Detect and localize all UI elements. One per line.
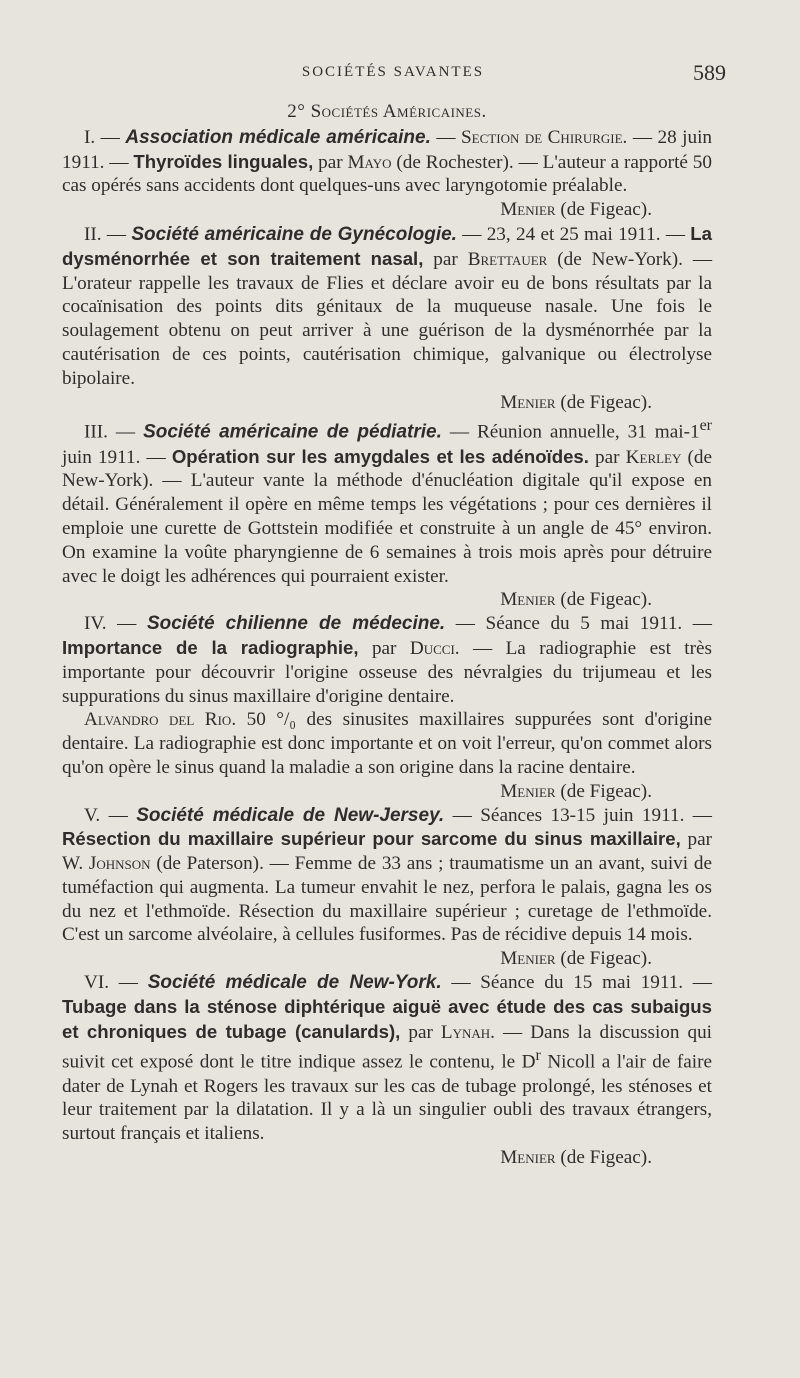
meeting-date-end: juin 1911. —	[62, 446, 172, 468]
author-place: . —	[454, 637, 506, 659]
signature-place: (de Figeac).	[555, 1147, 652, 1169]
author-place: . —	[490, 1021, 531, 1043]
society-name: Société médicale de New-York.	[147, 972, 442, 994]
entry-numeral: II.	[84, 223, 102, 245]
paper-title: Résection du maxillaire supérieur pour sarcome du sinus maxillaire,	[62, 828, 681, 850]
signature-name: Menier	[500, 589, 556, 611]
entry-4	[62, 612, 712, 708]
entry-numeral: V.	[84, 804, 101, 826]
signature	[62, 780, 712, 804]
society-name: Société médicale de New-Jersey.	[136, 804, 445, 826]
summary-text: La radiographie est très importante pour découvrir l'origine osseuse des névralgies du trijumeau et les suppurations du sinus maxillaire d'origine dentaire.	[62, 637, 713, 707]
signature-name: Menier	[500, 1147, 556, 1169]
signature-place: (de Figeac).	[555, 391, 652, 413]
meeting-date: . — 28 juin 1911. —	[62, 126, 713, 173]
summary-text: L'auteur vante la méthode d'énucléation digitale qu'il expose en détail. Généralement il opère en même temps les végétations ; pour ces dernières il emploie une curette de Gottstein modifiée et construite à un angle de 45° environ. On examine la voûte pharyngienne de 6 semaines à trois mois après pour détruire avec le doigt les adhérences qui pourraient exister.	[62, 470, 712, 587]
page-number: 589	[693, 60, 726, 85]
section-heading: 2° Sociétés Américaines.	[287, 101, 487, 122]
dash: —	[101, 223, 132, 245]
signature-place: (de Figeac).	[555, 780, 652, 802]
paper-title: Tubage dans la sténose diphtérique aiguë avec étude des cas subaigus et chroniques de tubage (canulards),	[62, 995, 712, 1042]
signature	[62, 198, 712, 222]
signature-name: Menier	[500, 391, 556, 413]
entry-1	[62, 126, 712, 222]
by-word: par	[680, 829, 713, 851]
page-header	[60, 60, 726, 88]
dash: —	[106, 613, 147, 635]
by-word: par	[588, 446, 626, 468]
summary-text: L'auteur a rapporté 50 cas opérés sans accidents dont quelques-uns avec laryngotomie préalable.	[62, 151, 712, 197]
signature-name: Menier	[500, 199, 556, 221]
entry-5	[62, 804, 712, 972]
entry-numeral: IV.	[84, 613, 107, 635]
meeting-date: — Réunion annuelle, 31 mai-1	[441, 421, 700, 443]
signature-place: (de Figeac).	[555, 199, 652, 221]
dash: —	[95, 126, 126, 148]
meeting-date: — 23, 24 et 25 mai 1911. —	[456, 223, 691, 245]
by-word: par	[400, 1021, 441, 1043]
meeting-date: — Séances 13-15 juin 1911. —	[444, 804, 712, 826]
signature-name: Menier	[500, 780, 556, 802]
by-word: par	[423, 248, 468, 270]
article-body	[62, 100, 712, 1170]
author-name: Ducci	[409, 637, 455, 659]
signature	[62, 391, 712, 415]
author-name: W. Johnson	[62, 853, 151, 875]
entry-3	[62, 414, 712, 612]
author-name: Mayo	[347, 151, 392, 173]
title-superscript: r	[535, 1047, 541, 1065]
paper-title: Importance de la radiographie,	[62, 636, 359, 658]
author-name: Brettauer	[467, 248, 548, 270]
summary-text: Dans la discussion qui suivit cet exposé dont le titre indique assez le contenu, le D	[62, 1021, 713, 1073]
dash: —	[109, 972, 148, 994]
meeting-date: — Séance du 15 mai 1911. —	[441, 972, 712, 994]
section-name: Section de Chirurgie	[461, 126, 623, 148]
entry-2	[62, 222, 712, 414]
summary-text: L'orateur rappelle les travaux de Flies et déclare avoir eu de bons résultats par la cocaïnisation des points dits génitaux de la muqueuse nasale. Une fois le soulagement obtenu on peut arriver à une guérison de la dysménorrhée par la cautérisation de ces points, cautérisation chimique, galvanique ou électrolyse bipolaire.	[62, 272, 712, 389]
signature	[62, 1146, 712, 1170]
signature-place: (de Figeac).	[555, 948, 652, 970]
signature-name: Menier	[500, 948, 556, 970]
signature	[62, 588, 712, 612]
second-summary-text: 50 °/₀ des sinusites maxillaires suppurées sont d'origine dentaire. La radiographie est donc importante et on voit l'erreur, qu'on commet alors qu'on opère le sinus quand la maladie a son origine dans la racine dentaire.	[62, 709, 713, 778]
summary-text: Femme de 33 ans ; traumatisme un an avant, suivi de tuméfaction qui augmenta. La tumeur envahit le nez, perfora le palais, gagna les os du nez et l'ethmoïde. Résection du maxillaire supérieur ; curetage de l'ethmoïde. C'est un sarcome alvéolaire, à cellules fusiformes. Pas de récidive depuis 14 mois.	[62, 853, 712, 946]
author-name: Kerley	[625, 446, 682, 468]
entry-numeral: III.	[84, 421, 108, 443]
author-place: (de New-York). —	[547, 248, 713, 270]
paper-title: Opération sur les amygdales et les adénoïdes.	[171, 445, 589, 467]
meeting-date: — Séance du 5 mai 1911. —	[445, 613, 712, 635]
society-name: Association médicale américaine.	[125, 126, 431, 148]
author-place: (de Rochester). —	[391, 151, 543, 173]
society-name: Société américaine de pédiatrie.	[143, 421, 442, 443]
author-place: (de New-York). —	[62, 446, 712, 492]
society-name: Société chilienne de médecine.	[146, 613, 446, 635]
paper-title: La dysménorrhée et son traitement nasal,	[62, 222, 712, 269]
dash: —	[107, 421, 144, 443]
dash: —	[100, 804, 137, 826]
author-name: Lynah	[440, 1021, 491, 1043]
dash: —	[430, 126, 462, 148]
signature-place: (de Figeac).	[555, 589, 652, 611]
author-place: (de Paterson). —	[150, 853, 295, 875]
entry-6	[62, 971, 712, 1170]
by-word: par	[358, 637, 410, 659]
entry-4-continued	[62, 708, 712, 803]
by-word: par	[313, 151, 348, 173]
second-author-name: Alvandro del Rio.	[84, 709, 237, 731]
entry-numeral: I.	[84, 126, 96, 148]
signature	[62, 947, 712, 971]
society-name: Société américaine de Gynécologie.	[131, 223, 457, 245]
summary-text-end: Nicoll a l'air de faire dater de Lynah et Rogers les travaux sur les cas de tubage prolongé, les sténoses et leur traitement par la dilatation. Il y a là un singulier oubli des travaux étrangers, surtout français et italiens.	[62, 1051, 712, 1145]
paper-title: Thyroïdes linguales,	[133, 150, 314, 172]
running-title: SOCIÉTÉS SAVANTES	[301, 64, 485, 80]
entry-numeral: VI.	[84, 972, 110, 994]
ordinal-superscript: er	[699, 417, 712, 435]
